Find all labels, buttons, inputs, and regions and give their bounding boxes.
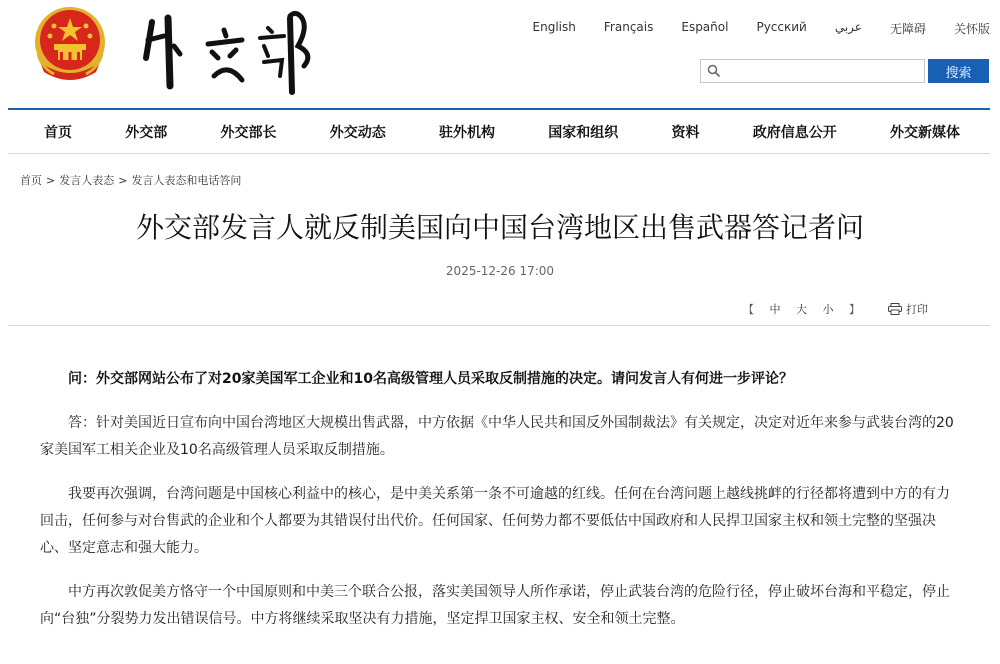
main-nav [8, 110, 990, 154]
breadcrumb-home[interactable]: 首页 [20, 174, 42, 187]
breadcrumb-separator: > [46, 174, 56, 187]
font-size-switcher [737, 301, 866, 317]
font-size-small[interactable]: 小 [822, 303, 834, 316]
national-emblem-icon[interactable] [30, 4, 110, 84]
ministry-calligraphy-logo [138, 6, 328, 98]
accessibility-link[interactable]: 无障碍 [889, 22, 926, 36]
article-divider [8, 325, 990, 326]
site-header [0, 0, 1000, 108]
font-size-medium[interactable]: 大 [796, 303, 807, 316]
printer-icon [888, 303, 902, 315]
nav-home[interactable]: 首页 [44, 124, 72, 141]
search-box [700, 59, 925, 83]
nav-diplomatic-news[interactable]: 外交动态 [329, 124, 386, 141]
nav-government-info[interactable]: 政府信息公开 [752, 124, 837, 141]
article-paragraph: 中方再次敦促美方恪守一个中国原则和中美三个联合公报，落实美国领导人所作承诺，停止武装台湾的危险行径，停止破坏台海和平稳定，停止向“台独”分裂势力发出错误信号。中方将继续采取坚决有力措施，坚定捍卫国家主权、安全和领土完整。 [40, 584, 950, 627]
nav-missions-abroad[interactable]: 驻外机构 [439, 124, 495, 141]
nav-new-media[interactable]: 外交新媒体 [890, 124, 960, 141]
article-tools [737, 301, 928, 317]
lang-russian-link[interactable]: Русский [756, 20, 807, 34]
breadcrumb-separator: > [118, 174, 128, 187]
nav-minister[interactable]: 外交部长 [220, 124, 277, 141]
bracket-open: 【 [743, 303, 754, 316]
nav-countries-organizations[interactable]: 国家和组织 [548, 124, 619, 141]
language-bar [505, 20, 990, 37]
nav-resources[interactable]: 资料 [671, 124, 700, 141]
nav-ministry[interactable]: 外交部 [125, 124, 168, 141]
lang-arabic-link[interactable]: عربي [834, 20, 862, 34]
breadcrumb [20, 172, 241, 188]
article-paragraph: 我要再次强调，台湾问题是中国核心利益中的核心，是中美关系第一条不可逾越的红线。任何在台湾问题上越线挑衅的行径都将遭到中方的有力回击，任何参与对台售武的企业和个人都要为其错误付出代价。任何国家、任何势力都不要低估中国政府和人民捍卫国家主权和领土完整的坚强决心、坚定意志和强大能力。 [40, 486, 950, 556]
article-title: 外交部发言人就反制美国向中国台湾地区出售武器答记者问 [135, 211, 864, 244]
font-size-large[interactable]: 中 [769, 303, 781, 316]
bracket-close: 】 [849, 303, 860, 316]
article-date: 2025-12-26 17:00 [445, 264, 555, 278]
article-paragraph: 答：针对美国近日宣布向中国台湾地区大规模出售武器，中方依据《中华人民共和国反外国制裁法》有关规定，决定对近年来参与武装台湾的20家美国军工相关企业及10名高级管理人员采取反制措施。 [40, 415, 954, 458]
article-body [40, 366, 960, 650]
breadcrumb-current[interactable]: 发言人表态和电话答问 [131, 174, 242, 187]
search-input[interactable] [725, 62, 924, 82]
breadcrumb-spokesperson[interactable]: 发言人表态 [59, 174, 115, 187]
lang-spanish-link[interactable]: Español [681, 20, 729, 34]
search-button[interactable]: 搜索 [928, 59, 989, 83]
print-label: 打印 [906, 303, 928, 316]
lang-english-link[interactable]: English [532, 20, 576, 34]
lang-french-link[interactable]: Français [603, 20, 654, 34]
search-icon [707, 64, 721, 78]
care-mode-link[interactable]: 关怀版 [953, 22, 990, 36]
article-question: 问：外交部网站公布了对20家美国军工企业和10名高级管理人员采取反制措施的决定。请问发言人有何进一步评论？ [68, 371, 793, 387]
print-button[interactable] [888, 301, 928, 317]
